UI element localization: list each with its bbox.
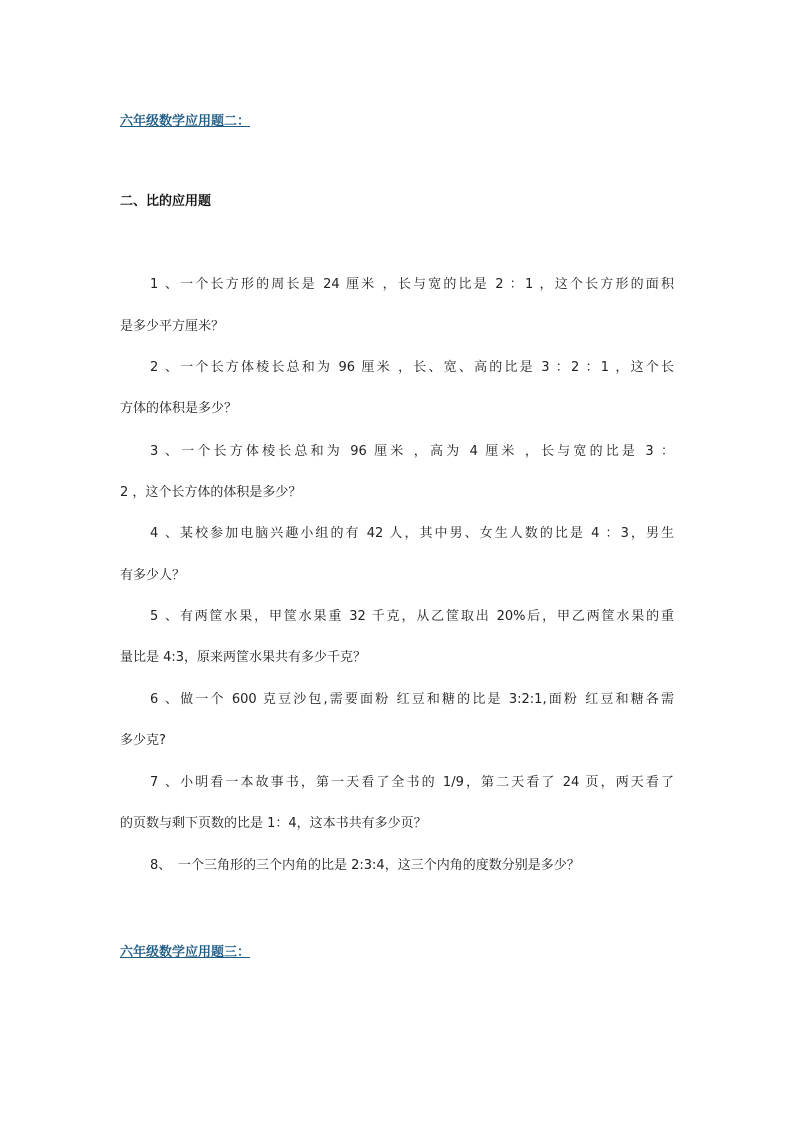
problem-1-line-1: [150, 276, 674, 294]
problem-4-line-2: 有多少人？: [120, 568, 186, 583]
problem-number: 4、: [150, 526, 178, 541]
problem-number: 3、: [150, 444, 178, 459]
problem-2-line-2: 方体的体积是多少？: [120, 401, 238, 416]
problem-text: 一个三角形的三个内角的比是 2:3:4，这三个内角的度数分别是多少？: [178, 858, 580, 873]
problem-4-line-1: [150, 525, 674, 543]
problem-text: 有两筐水果，甲筐水果重 32 千克，从乙筐取出 20%后，甲乙两筐水果的重: [178, 609, 674, 624]
problem-2-line-1: [150, 359, 674, 377]
problem-1-line-2: 是多少平方厘米？: [120, 319, 225, 334]
problem-8-line-1: [150, 857, 674, 875]
problem-text: 一个长方体棱长总和为 96 厘米 ，长、宽、高的比是 3 ：2 ：1 ，这个长: [178, 360, 674, 375]
problem-6-line-2: 多少克?: [120, 733, 166, 748]
problem-text: 一个长方形的周长是 24 厘米 ，长与宽的比是 2 ：1 ，这个长方形的面积: [178, 277, 674, 292]
problem-text: 做一个 600 克豆沙包,需要面粉 红豆和糖的比是 3:2:1,面粉 红豆和糖各需: [178, 692, 674, 707]
problem-number: 2、: [150, 360, 178, 375]
heading-grade6-problems-3[interactable]: 六年级数学应用题三：: [120, 945, 251, 960]
problem-number: 7、: [150, 775, 178, 790]
problem-number: 6、: [150, 692, 178, 707]
problem-text: 某校参加电脑兴趣小组的有 42 人，其中男、女生人数的比是 4 ：3，男生: [178, 526, 674, 541]
problem-5-line-2: 量比是 4:3，原来两筐水果共有多少千克？: [120, 650, 367, 665]
problem-number: 1、: [150, 277, 178, 292]
problem-7-line-2: 的页数与剩下页数的比是 1：4，这本书共有多少页？: [120, 816, 427, 831]
problem-5-line-1: [150, 608, 674, 626]
problem-3-line-2: 2 ，这个长方体的体积是多少？: [120, 485, 302, 500]
section-title-ratio-problems: 二、比的应用题: [120, 194, 212, 209]
problem-3-line-1: [150, 443, 674, 461]
heading-grade6-problems-2[interactable]: 六年级数学应用题二：: [120, 114, 251, 129]
problem-number: 5、: [150, 609, 178, 624]
problem-text: 小明看一本故事书，第一天看了全书的 1/9，第二天看了 24 页，两天看了: [178, 775, 674, 790]
problem-6-line-1: [150, 691, 674, 709]
problem-7-line-1: [150, 774, 674, 792]
problem-number: 8、: [150, 858, 172, 873]
problem-text: 一个长方体棱长总和为 96 厘米 ，高为 4 厘米 ，长与宽的比是 3 ：: [178, 444, 674, 459]
